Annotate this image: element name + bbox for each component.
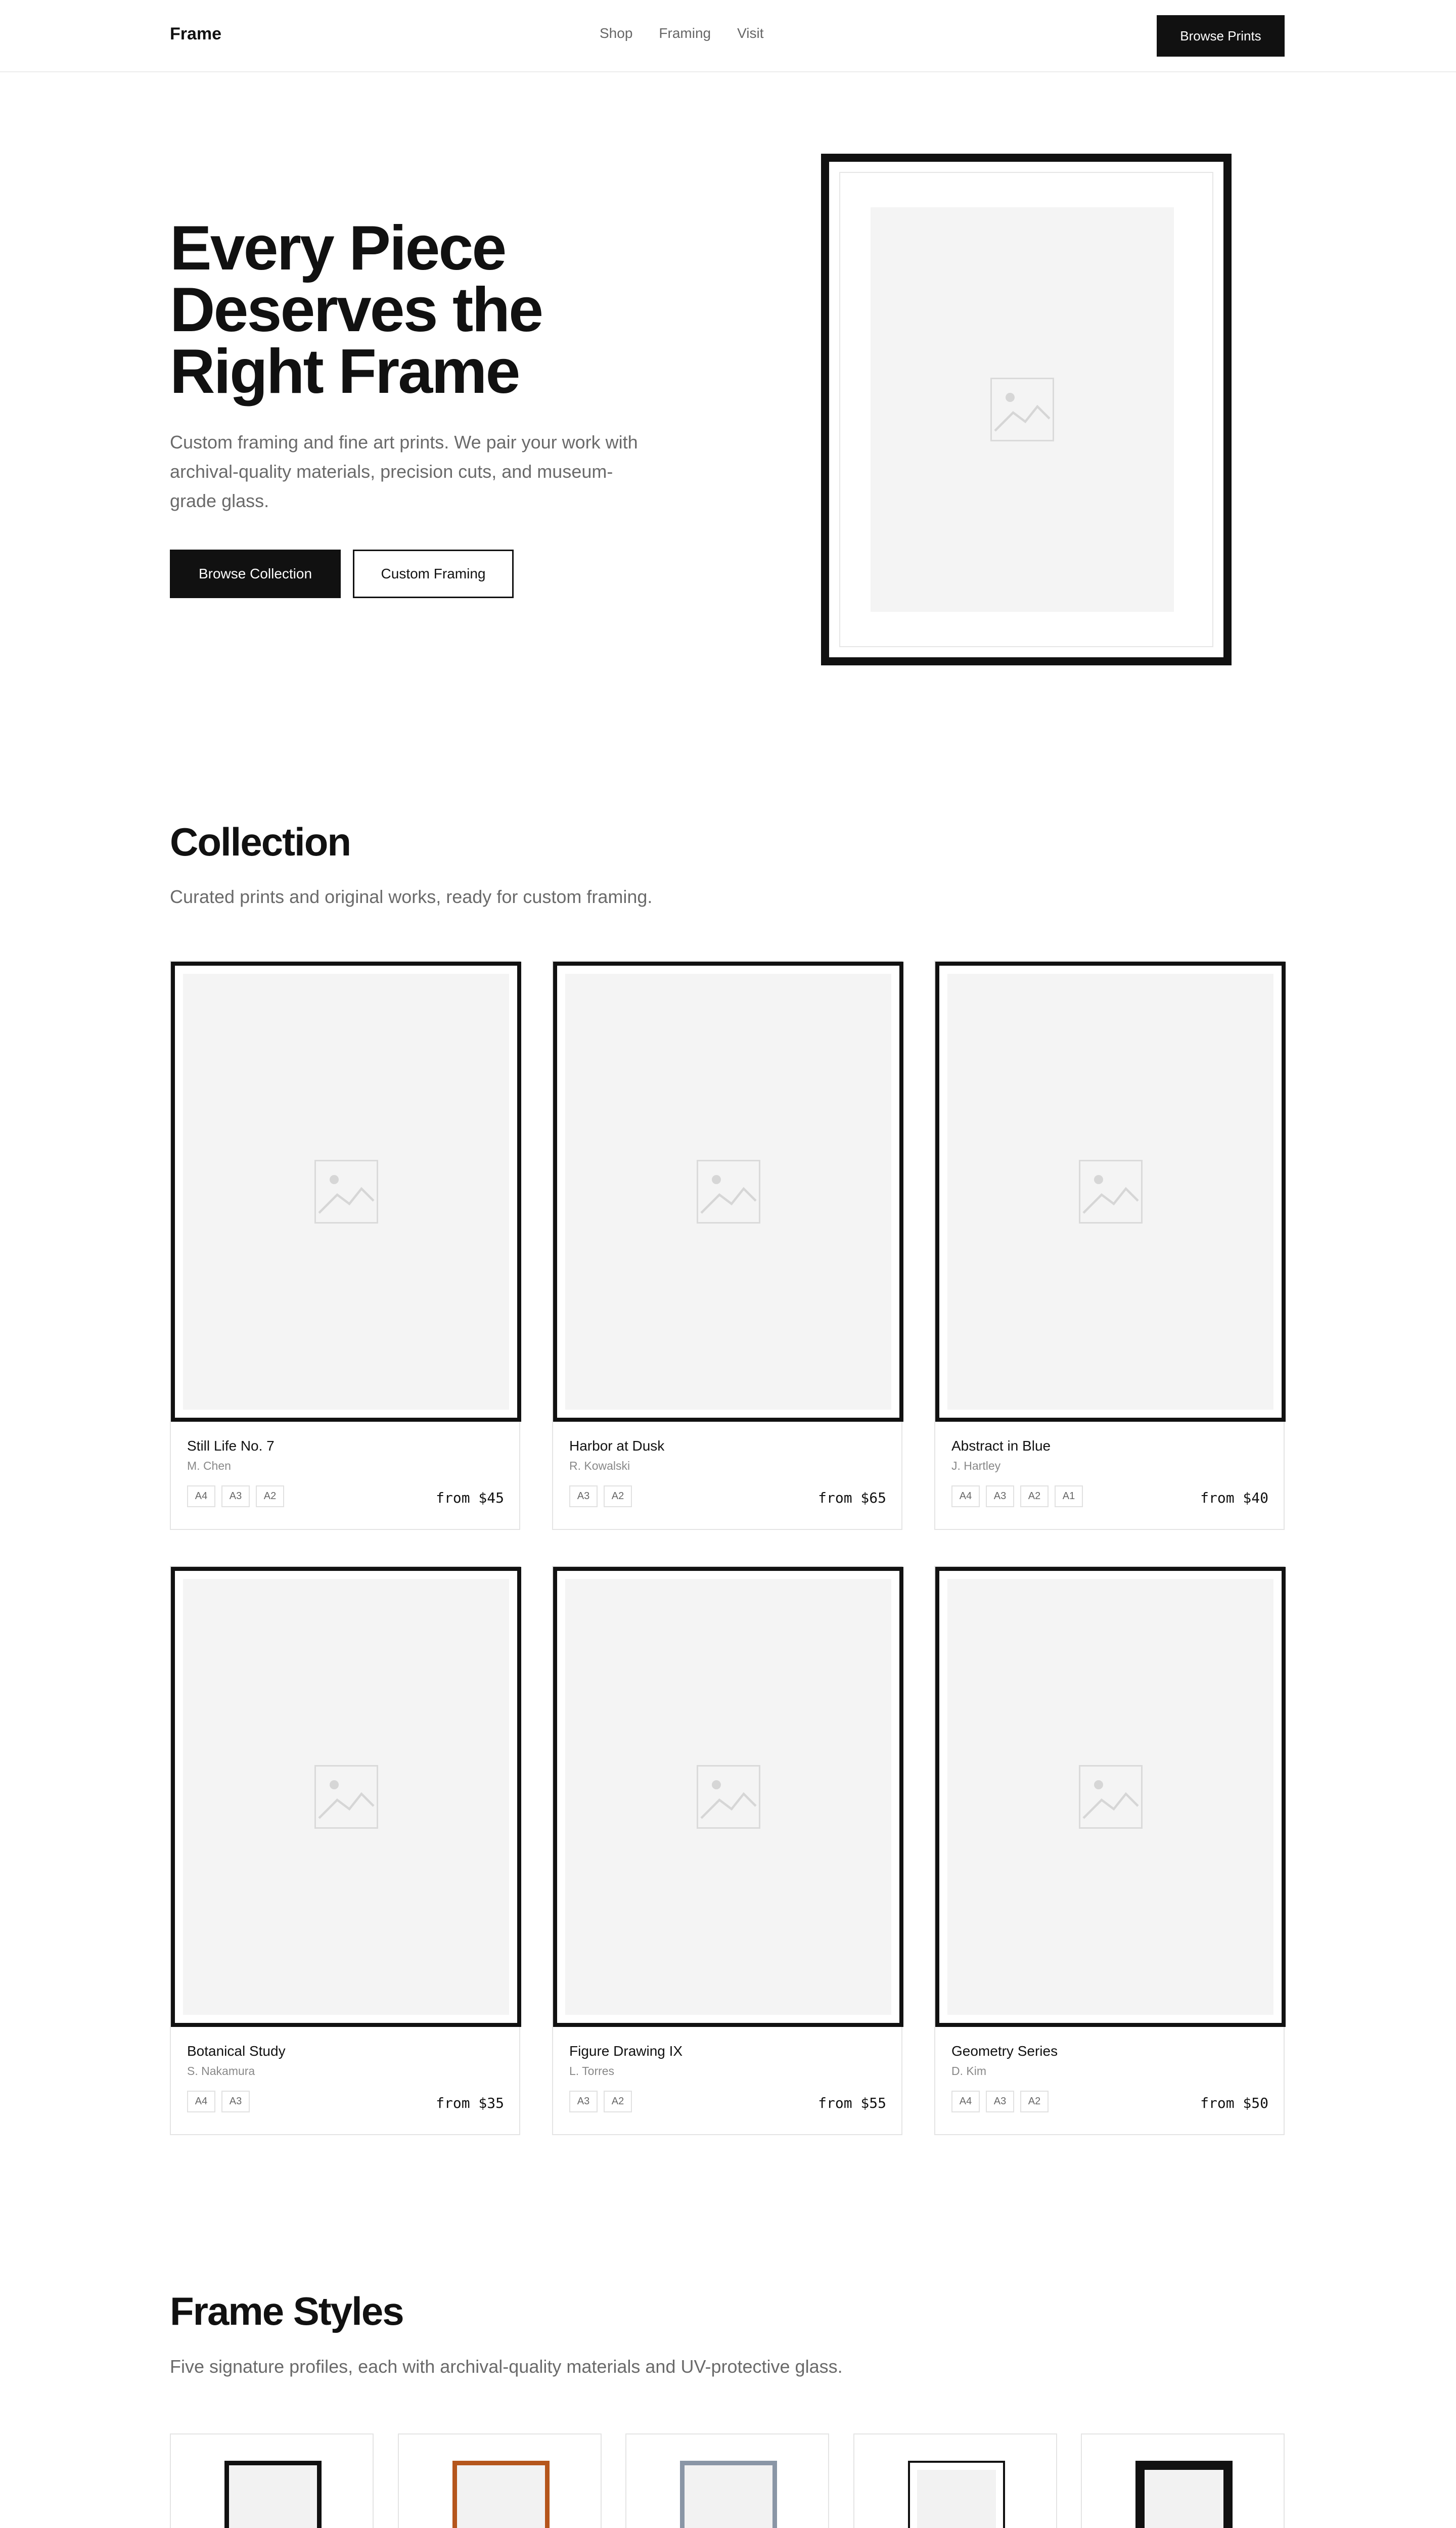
size-option[interactable]: A4 xyxy=(187,2091,215,2112)
nav-links xyxy=(600,25,764,41)
browse-collection-button[interactable]: Browse Collection xyxy=(170,550,341,598)
product-artist: M. Chen xyxy=(187,1459,231,1472)
brand-logo[interactable]: Frame xyxy=(170,24,222,43)
hero-subtitle: Custom framing and fine art prints. We pair your work with archival-quality materials, precision cuts, and museum-grade glass. xyxy=(170,432,638,511)
product-framed-image[interactable] xyxy=(171,962,521,1422)
hero-title: Every Piece Deserves the Right Frame xyxy=(170,213,542,407)
product-price: from $45 xyxy=(436,1489,504,1506)
image-placeholder-icon xyxy=(1079,1160,1143,1224)
hero-artwork xyxy=(871,207,1174,612)
size-options xyxy=(569,1485,632,1507)
product-framed-image[interactable] xyxy=(553,962,903,1422)
product-artwork xyxy=(565,974,891,1410)
frame-swatch xyxy=(908,2461,1005,2528)
frame-style-card[interactable] xyxy=(170,2433,374,2528)
nav-link-visit[interactable]: Visit xyxy=(737,25,764,41)
frame-styles-subtitle: Five signature profiles, each with archival-quality materials and UV-protective glass. xyxy=(170,2356,843,2377)
product-card[interactable] xyxy=(170,1566,520,2135)
product-card[interactable] xyxy=(934,1566,1285,2135)
size-option[interactable]: A3 xyxy=(221,2091,250,2112)
product-framed-image[interactable] xyxy=(171,1567,521,2027)
product-artwork xyxy=(947,1579,1273,2015)
product-artist: D. Kim xyxy=(951,2064,986,2078)
product-card[interactable] xyxy=(552,1566,902,2135)
frame-swatch xyxy=(224,2461,322,2528)
collection-subtitle: Curated prints and original works, ready for custom framing. xyxy=(170,886,653,907)
browse-prints-button[interactable]: Browse Prints xyxy=(1157,15,1285,57)
frame-style-card[interactable] xyxy=(398,2433,602,2528)
product-artwork xyxy=(183,1579,509,2015)
custom-framing-button[interactable]: Custom Framing xyxy=(353,550,514,598)
frame-swatch xyxy=(680,2461,777,2528)
product-price: from $40 xyxy=(1200,1489,1268,1506)
frame-styles-title: Frame Styles xyxy=(170,2289,403,2333)
image-placeholder-icon xyxy=(697,1765,760,1829)
product-framed-image[interactable] xyxy=(935,962,1286,1422)
product-card[interactable] xyxy=(552,961,902,1530)
size-option[interactable]: A2 xyxy=(1020,1485,1049,1507)
size-option[interactable]: A3 xyxy=(569,1485,598,1507)
product-artist: L. Torres xyxy=(569,2064,615,2078)
product-price: from $55 xyxy=(818,2095,886,2111)
nav-link-shop[interactable]: Shop xyxy=(600,25,633,41)
size-option[interactable]: A3 xyxy=(986,1485,1014,1507)
product-artist: S. Nakamura xyxy=(187,2064,255,2078)
size-options xyxy=(569,2091,632,2112)
image-placeholder-icon xyxy=(314,1160,378,1224)
size-option[interactable]: A3 xyxy=(221,1485,250,1507)
size-options xyxy=(951,1485,1083,1507)
size-option[interactable]: A3 xyxy=(986,2091,1014,2112)
product-price: from $65 xyxy=(818,1489,886,1506)
product-title[interactable]: Still Life No. 7 xyxy=(187,1438,275,1454)
nav-link-framing[interactable]: Framing xyxy=(659,25,711,41)
size-option[interactable]: A4 xyxy=(187,1485,215,1507)
product-artwork xyxy=(565,1579,891,2015)
product-card[interactable] xyxy=(934,961,1285,1530)
product-framed-image[interactable] xyxy=(935,1567,1286,2027)
collection-title: Collection xyxy=(170,820,351,864)
product-title[interactable]: Botanical Study xyxy=(187,2043,286,2059)
size-option[interactable]: A4 xyxy=(951,2091,980,2112)
size-option[interactable]: A1 xyxy=(1055,1485,1083,1507)
product-price: from $35 xyxy=(436,2095,504,2111)
product-framed-image[interactable] xyxy=(553,1567,903,2027)
size-options xyxy=(951,2091,1049,2112)
hero-framed-artwork xyxy=(821,154,1232,665)
product-title[interactable]: Harbor at Dusk xyxy=(569,1438,665,1454)
image-placeholder-icon xyxy=(314,1765,378,1829)
product-artwork xyxy=(183,974,509,1410)
size-option[interactable]: A3 xyxy=(569,2091,598,2112)
product-card[interactable] xyxy=(170,961,520,1530)
frame-swatch xyxy=(1135,2461,1233,2528)
product-price: from $50 xyxy=(1200,2095,1268,2111)
size-options xyxy=(187,2091,250,2112)
size-option[interactable]: A4 xyxy=(951,1485,980,1507)
product-artwork xyxy=(947,974,1273,1410)
frame-style-card[interactable] xyxy=(853,2433,1057,2528)
frame-style-card[interactable] xyxy=(625,2433,829,2528)
frame-swatch xyxy=(452,2461,550,2528)
size-option[interactable]: A2 xyxy=(256,1485,284,1507)
size-options xyxy=(187,1485,284,1507)
size-option[interactable]: A2 xyxy=(604,2091,632,2112)
image-placeholder-icon xyxy=(990,378,1054,441)
size-option[interactable]: A2 xyxy=(604,1485,632,1507)
product-title[interactable]: Geometry Series xyxy=(951,2043,1058,2059)
image-placeholder-icon xyxy=(697,1160,760,1224)
product-artist: J. Hartley xyxy=(951,1459,1001,1472)
top-nav xyxy=(0,0,1456,72)
size-option[interactable]: A2 xyxy=(1020,2091,1049,2112)
product-title[interactable]: Abstract in Blue xyxy=(951,1438,1051,1454)
product-title[interactable]: Figure Drawing IX xyxy=(569,2043,683,2059)
frame-style-card[interactable] xyxy=(1081,2433,1285,2528)
image-placeholder-icon xyxy=(1079,1765,1143,1829)
product-artist: R. Kowalski xyxy=(569,1459,630,1472)
